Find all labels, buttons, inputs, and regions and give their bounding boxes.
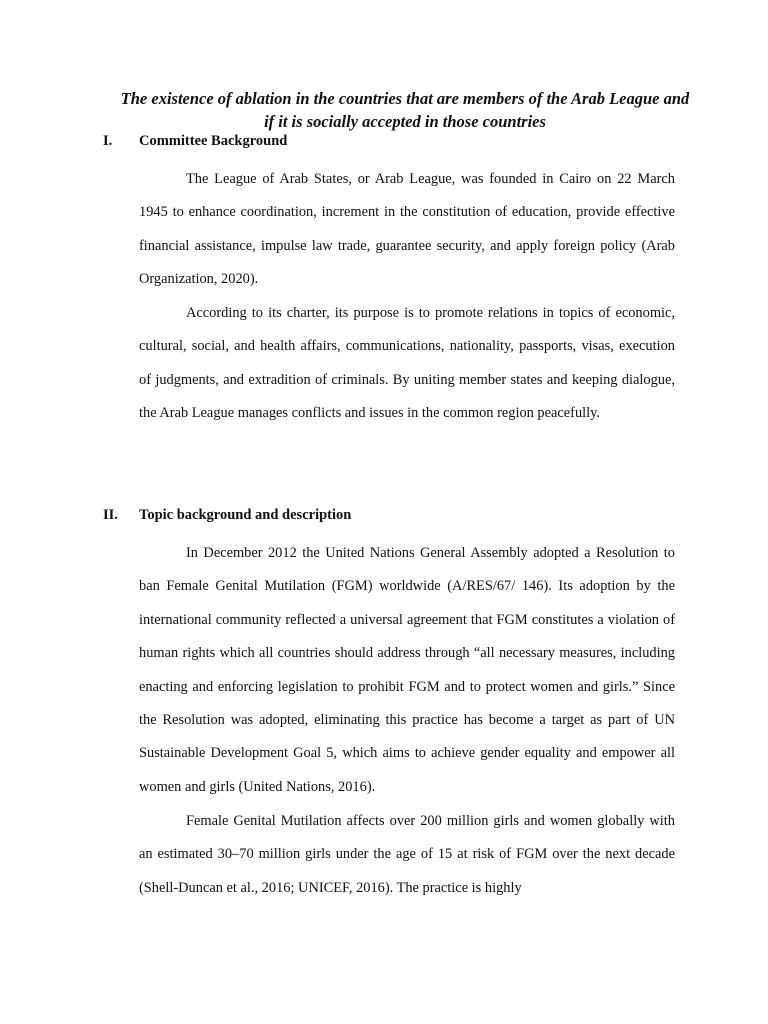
paragraph: The League of Arab States, or Arab League, was founded in Cairo on 22 March 1945 to enhance coordination, increment in the constitution of education, provide effective financial assistance, impulse law trade, guarantee security, and apply foreign policy (Arab Organization, 2020). <box>139 171 675 288</box>
section-number: I. <box>103 133 113 149</box>
document-title: The existence of ablation in the countries that are members of the Arab League and if it is socially accepted in those countries <box>120 89 690 131</box>
section-title: Committee Background <box>139 133 288 149</box>
paragraph: In December 2012 the United Nations General Assembly adopted a Resolution to ban Female Genital Mutilation (FGM) worldwide (A/RES/67/ 146). Its adoption by the international community reflected a universal agreement that FGM constitutes a violation of human rights which all countries should address through “all necessary measures, including enacting and enforcing legislation to prohibit FGM and to protect women and girls.” Since the Resolution was adopted, eliminating this practice has become a target as part of UN Sustainable Development Goal 5, which aims to achieve gender equality and empower all women and girls (United Nations, 2016). <box>139 545 675 795</box>
section-number: II. <box>103 507 118 523</box>
paragraph: According to its charter, its purpose is to promote relations in topics of economic, cultural, social, and health affairs, communications, nationality, passports, visas, execution of judgments, and extradition of criminals. By uniting member states and keeping dialogue, the Arab League manages conflicts and issues in the common region peacefully. <box>139 305 675 422</box>
paragraph: Female Genital Mutilation affects over 200 million girls and women globally with an estimated 30–70 million girls under the age of 15 at risk of FGM over the next decade (Shell-Duncan et al., 2016; UNICEF, 2016). The practice is highly <box>139 813 675 896</box>
section-title: Topic background and description <box>139 507 352 523</box>
